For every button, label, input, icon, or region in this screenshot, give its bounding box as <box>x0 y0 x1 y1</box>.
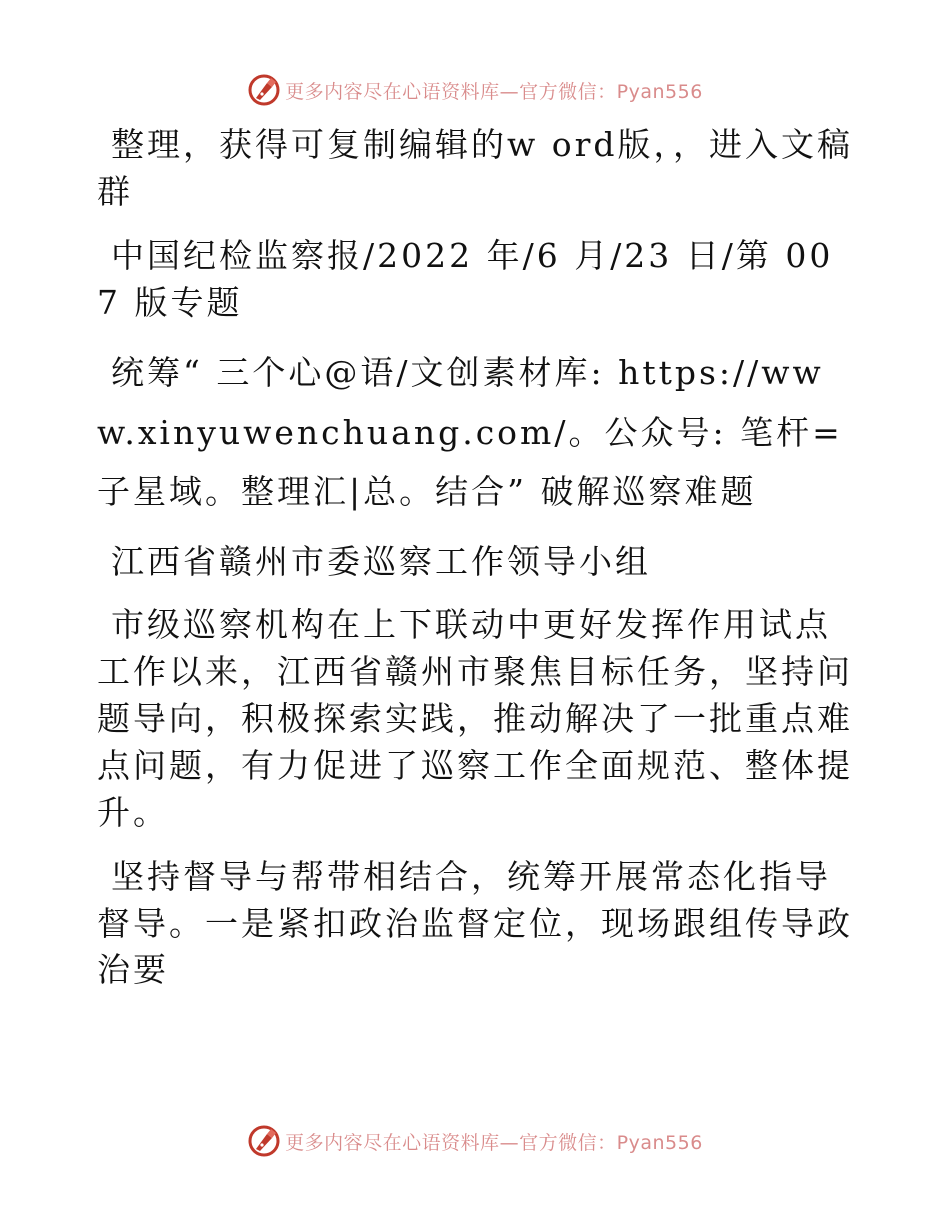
paragraph-intro: 整理，获得可复制编辑的w ord版，，进入文稿群 <box>97 125 854 211</box>
header-watermark-banner <box>0 70 950 110</box>
paragraph-title: 统筹“ 三个心@语/文创素材库: https://www.xinyuwenchuang.com/。公众号: 笔杆=子星域。整理汇|总。结合” 破解巡察难题 <box>97 353 843 512</box>
paragraph-source: 中国纪检监察报/2022 年/6 月/23 日/第 007 版专题 <box>97 235 834 322</box>
paragraph-body-1: 市级巡察机构在上下联动中更好发挥作用试点工作以来，江西省赣州市聚焦目标任务，坚持问题导向，积极探索实践，推动解决了一批重点难点问题，有力促进了巡察工作全面规范、整体提升。 <box>97 605 853 832</box>
pen-nib-logo-icon <box>247 1124 281 1158</box>
paragraph-body-2: 坚持督导与帮带相结合，统筹开展常态化指导督导。一是紧扣政治监督定位，现场跟组传导政治要 <box>97 856 853 990</box>
paragraph-author: 江西省赣州市委巡察工作领导小组 <box>111 541 651 581</box>
footer-watermark-banner <box>0 1121 950 1161</box>
document-body <box>97 122 857 1011</box>
pen-nib-logo-icon <box>247 73 281 107</box>
watermark-text: 更多内容尽在心语资料库—官方微信：Pyan556 <box>285 1131 703 1154</box>
watermark-text: 更多内容尽在心语资料库—官方微信：Pyan556 <box>285 80 703 103</box>
